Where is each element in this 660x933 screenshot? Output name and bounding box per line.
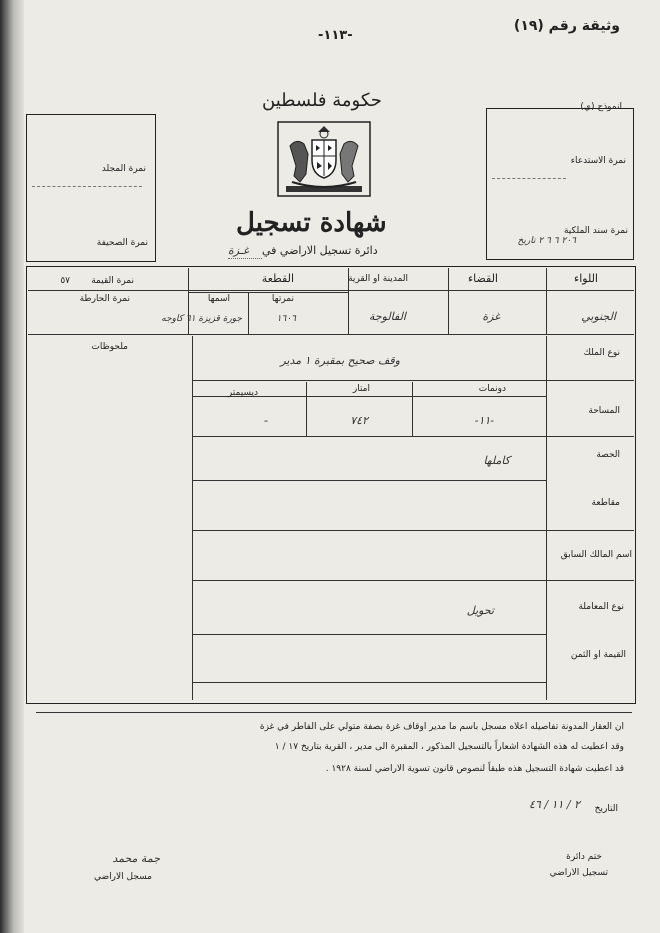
volume-number-line xyxy=(32,186,142,187)
row-line xyxy=(192,436,634,437)
parcel-number-value: ١٦٠٦ xyxy=(276,314,296,324)
reference-number-line xyxy=(492,178,566,179)
table-parcel-divider xyxy=(28,334,634,335)
book-spine-shadow xyxy=(0,0,24,933)
registration-table xyxy=(26,266,636,704)
document-number: وثيقة رقم (١٩) xyxy=(513,18,620,34)
boundaries-label: مقاطعة xyxy=(591,498,620,508)
title-deed-number-label: نمرة سند الملكية xyxy=(563,226,628,236)
parcel-name-value: جورة قزيزة ٦١ كاوجه xyxy=(161,314,242,324)
property-type-label: نوع الملك xyxy=(583,348,620,358)
share-label: الحصة xyxy=(596,450,620,460)
col-divider xyxy=(546,268,547,334)
certificate-title: شهادة تسجيل xyxy=(236,208,387,238)
row-line xyxy=(192,580,634,581)
transaction-type-label: نوع المعاملة xyxy=(578,602,624,612)
subdistrict-value: غزة xyxy=(482,310,500,323)
date-label: التاريخ xyxy=(594,804,618,814)
row-line xyxy=(192,480,546,481)
table-header-divider xyxy=(28,290,634,291)
town-header: المدينة او القرية xyxy=(348,274,408,284)
town-value: الفالوجة xyxy=(368,310,406,323)
area-dunums-value: -١١- xyxy=(474,414,494,427)
block-number-label: نمرة الحارطة xyxy=(79,294,130,304)
transaction-type-value: تحويل xyxy=(466,604,494,617)
model-label: انموذج (ي) xyxy=(580,102,622,112)
registration-statement-line1: ان العقار المدونة تفاصيله اعلاه مسجل باسم ما مدير اوقاف غزة بصفة متولي على الفاطر في غزة xyxy=(259,722,624,732)
subdistrict-header: القضاء xyxy=(467,272,498,285)
reference-number-label: نمرة الاستدعاء xyxy=(570,156,626,166)
stamp-label: ختم دائرة xyxy=(566,852,602,862)
page-number-label: نمرة الصحيفة xyxy=(96,238,148,248)
label-column-divider xyxy=(546,336,547,700)
share-value: كاملها xyxy=(483,454,510,467)
volume-number-label: نمرة المجلد xyxy=(101,164,146,174)
department-value: غـزة xyxy=(228,244,249,257)
district-value: الجنوبي xyxy=(581,310,616,323)
col-divider xyxy=(248,292,249,334)
valuation-number-value: ٥٧ xyxy=(60,276,70,286)
page-number: -١١٣- xyxy=(318,28,353,43)
row-line xyxy=(192,530,634,531)
parcel-header: القطعة xyxy=(261,272,294,285)
parcel-name-subheader: اسمها xyxy=(207,294,230,304)
registrar-signature: جمة محمد xyxy=(112,852,160,865)
area-sub-divider xyxy=(412,382,413,436)
registration-statement-line2: وقد اعطيت له هذه الشهادة اشعاراً بالتسجيل المذكور ، المقبرة الى مدير ، القرية بتاريخ ١٧ / ١ xyxy=(274,742,624,752)
remarks-label: ملحوظات xyxy=(91,342,128,352)
col-divider xyxy=(188,268,189,334)
stamp-sublabel: تسجيل الاراضي xyxy=(549,868,608,878)
area-sub-divider xyxy=(306,382,307,436)
legal-basis-statement: قد اعطيت شهادة التسجيل هذه طبقاً لنصوص قانون تسوية الاراضي لسنة ١٩٢٨ . xyxy=(325,764,624,774)
remarks-column-divider xyxy=(192,336,193,700)
previous-owner-label: اسم المالك السابق xyxy=(560,550,632,560)
area-decimeters-value: - xyxy=(264,414,268,427)
district-header: اللواء xyxy=(574,272,598,285)
row-line xyxy=(192,682,546,683)
row-line xyxy=(192,634,546,635)
footer-divider xyxy=(36,712,632,713)
area-meters-value: ٧٤٢ xyxy=(350,414,368,427)
title-deed-number-value: ٢٠٦ ٦ ٦ ٢ تاريخ xyxy=(517,236,576,246)
area-dunums-header: دونمات xyxy=(478,384,506,394)
valuation-number-label: نمرة القيمة xyxy=(91,276,134,286)
parcel-subheader-line xyxy=(188,292,348,293)
area-meters-header: امتار xyxy=(352,384,370,394)
registrar-label: مسجل الاراضي xyxy=(94,872,152,882)
col-divider xyxy=(448,268,449,334)
area-decimeters-header: ديسيمتر xyxy=(227,388,258,398)
date-value: ٢ / ١١ / ٤٦ xyxy=(529,798,580,811)
royal-coat-of-arms-emblem xyxy=(276,120,372,198)
row-line xyxy=(192,380,634,381)
government-title: حكومة فلسطين xyxy=(262,90,382,111)
department-label: دائرة تسجيل الاراضي في xyxy=(262,244,378,257)
value-price-label: القيمة او الثمن xyxy=(570,650,626,660)
property-type-value: وقف صحيح بمقبرة ١ مدير xyxy=(280,354,400,367)
parcel-number-subheader: نمرتها xyxy=(271,294,294,304)
department-underline xyxy=(228,258,262,259)
area-label: المساحة xyxy=(588,406,620,416)
